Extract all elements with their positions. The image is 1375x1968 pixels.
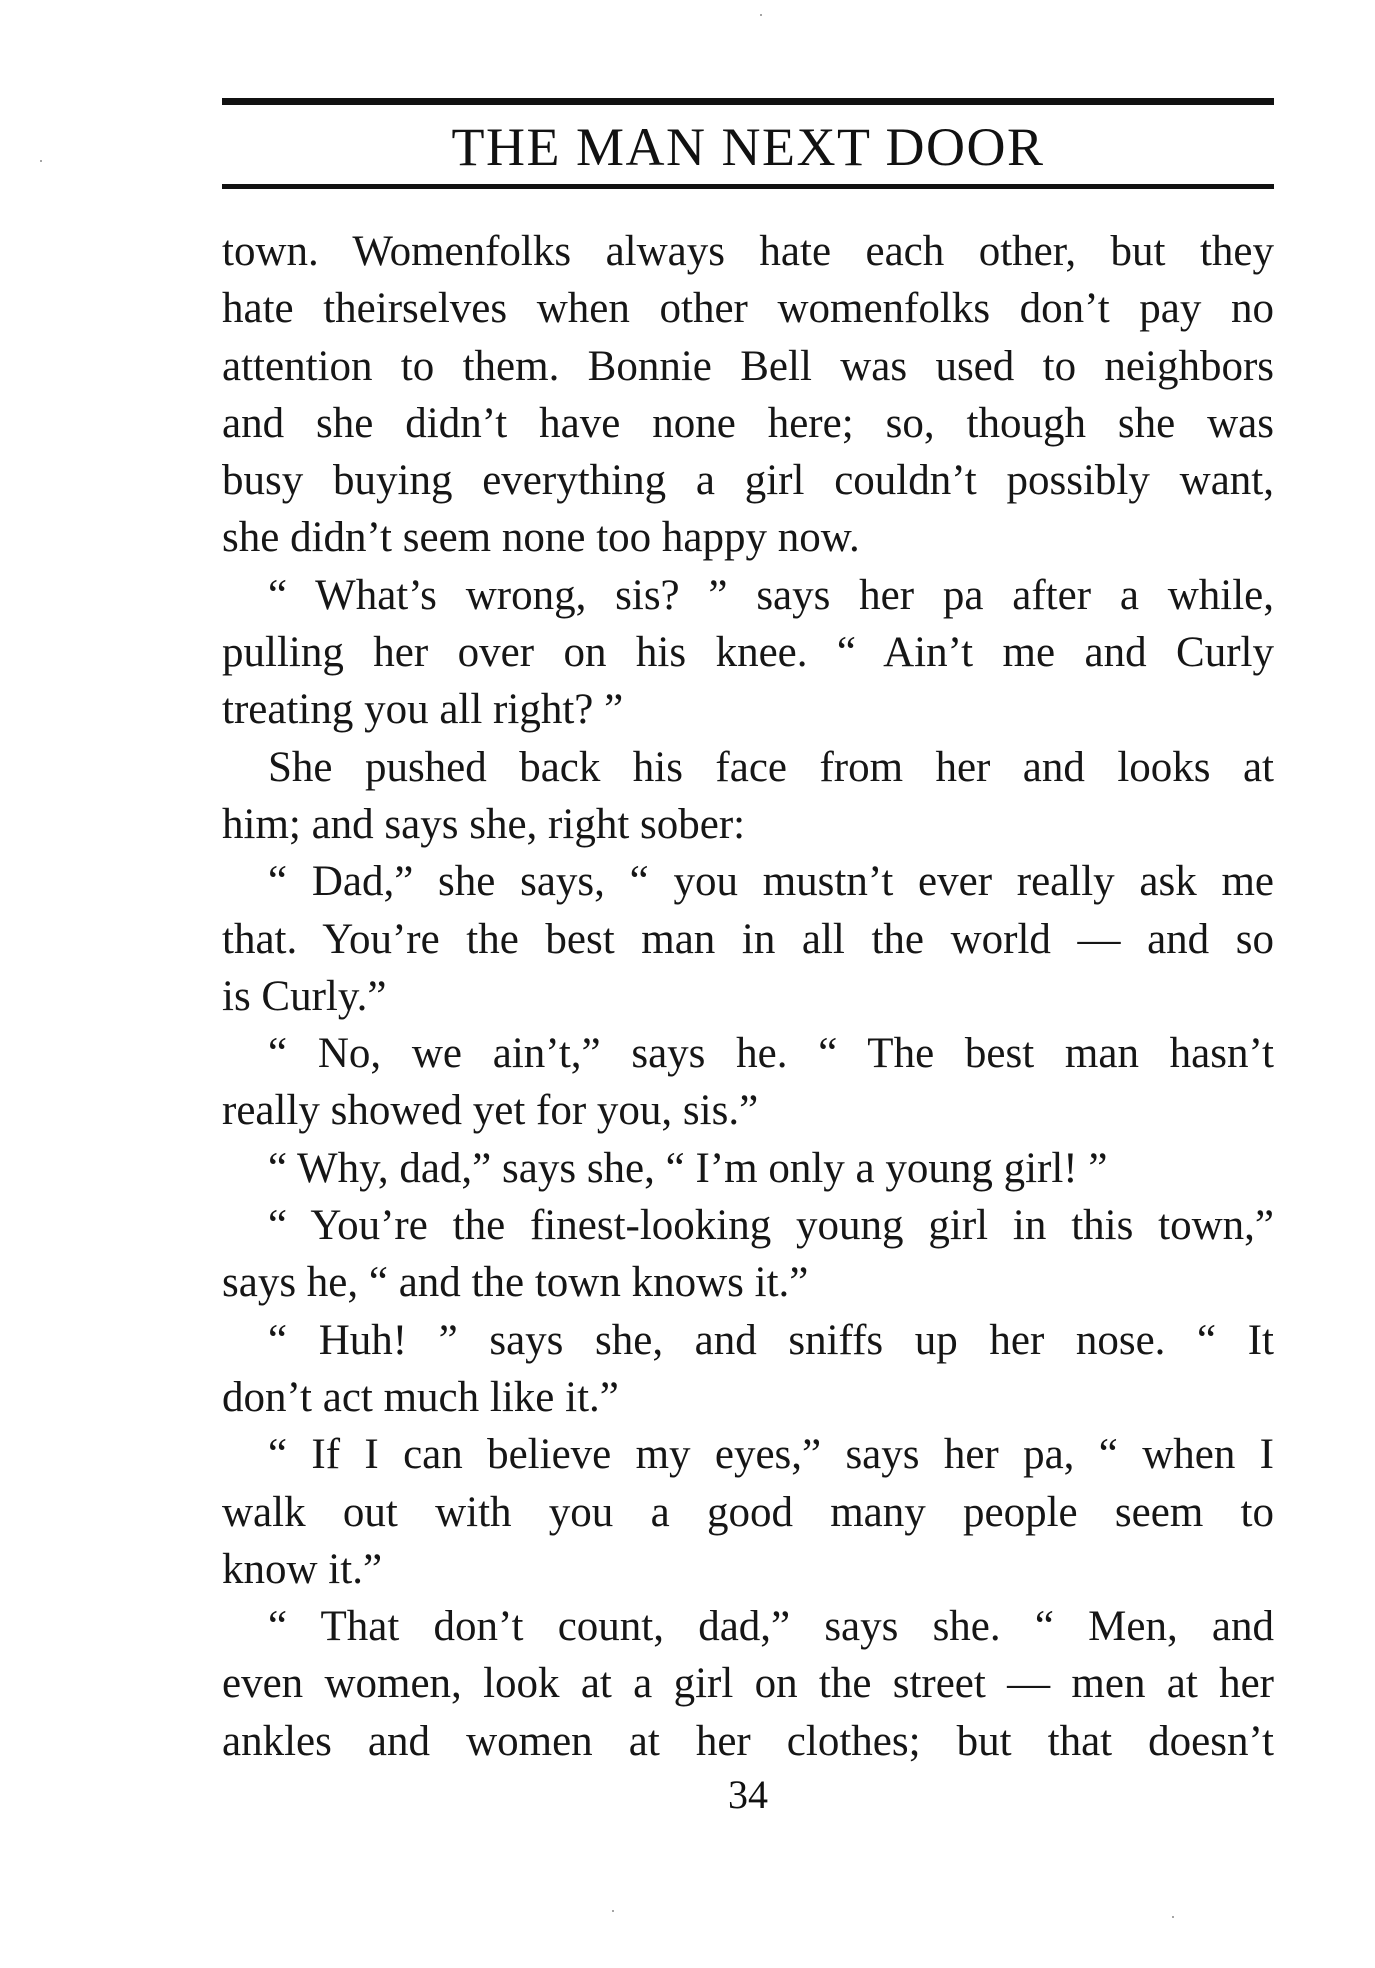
text-line: “ You’re the finest-looking young girl in this town,” xyxy=(268,1202,1274,1250)
scan-speck xyxy=(760,14,762,16)
text-line: “ Why, dad,” says she, “ I’m only a young girl! ” xyxy=(268,1144,1108,1192)
text-line: “ What’s wrong, sis? ” says her pa after a while, xyxy=(268,571,1274,619)
text-line: him; and says she, right sober: xyxy=(222,800,746,848)
text-line: “ That don’t count, dad,” says she. “ Men, and xyxy=(268,1603,1274,1651)
header-rule-bottom xyxy=(222,184,1274,189)
scan-speck xyxy=(612,1910,614,1912)
text-line: says he, “ and the town knows it.” xyxy=(222,1259,809,1307)
text-line: treating you all right? ” xyxy=(222,686,624,734)
text-line: She pushed back his face from her and looks at xyxy=(268,743,1274,791)
text-line: “ Dad,” she says, “ you mustn’t ever really ask me xyxy=(268,858,1274,906)
text-line: even women, look at a girl on the street — men at her xyxy=(222,1660,1274,1708)
text-line: town. Womenfolks always hate each other, but they xyxy=(222,228,1274,275)
text-line: hate theirselves when other womenfolks don’t pay no xyxy=(222,285,1274,333)
text-line: pulling her over on his knee. “ Ain’t me and Curly xyxy=(222,629,1274,677)
scan-speck xyxy=(1172,1916,1174,1918)
text-line: attention to them. Bonnie Bell was used to neighbors xyxy=(222,342,1274,390)
text-line: “ Huh! ” says she, and sniffs up her nose. “ It xyxy=(268,1316,1274,1364)
text-line: ankles and women at her clothes; but that doesn’t xyxy=(222,1717,1274,1765)
text-line: that. You’re the best man in all the world — and so xyxy=(222,915,1274,963)
text-line: don’t act much like it.” xyxy=(222,1373,619,1421)
page-number: 34 xyxy=(728,1772,768,1817)
body-text xyxy=(222,223,1274,1770)
text-line: busy buying everything a girl couldn’t possibly want, xyxy=(222,457,1274,505)
text-line: know it.” xyxy=(222,1545,383,1593)
header-rule-top xyxy=(222,98,1274,105)
text-line: she didn’t seem none too happy now. xyxy=(222,514,860,562)
running-head: THE MAN NEXT DOOR xyxy=(451,117,1045,177)
scan-speck xyxy=(40,160,42,162)
text-line: walk out with you a good many people seem to xyxy=(222,1488,1274,1536)
text-line: “ No, we ain’t,” says he. “ The best man hasn’t xyxy=(268,1030,1274,1078)
text-line: and she didn’t have none here; so, though she was xyxy=(222,399,1274,447)
text-line: “ If I can believe my eyes,” says her pa, “ when I xyxy=(268,1431,1274,1479)
text-line: is Curly.” xyxy=(222,972,387,1020)
text-line: really showed yet for you, sis.” xyxy=(222,1087,759,1135)
